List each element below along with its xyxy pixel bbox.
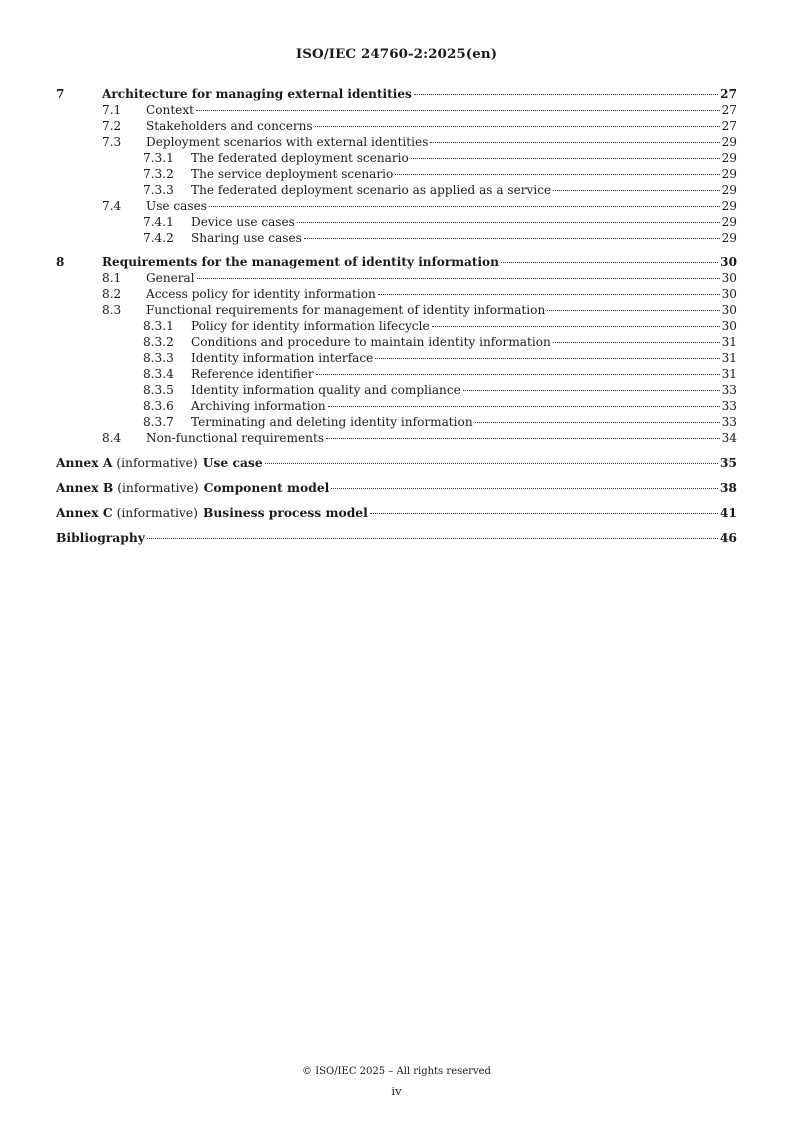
toc-entry-number: 7.3 bbox=[102, 135, 122, 149]
toc-entry-page: 38 bbox=[719, 480, 737, 495]
dot-leader bbox=[331, 488, 718, 489]
toc-entry-8-3-2[interactable] bbox=[56, 334, 737, 350]
toc-entry-title: Sharing use cases bbox=[191, 231, 302, 245]
toc-entry-8-3-5[interactable] bbox=[56, 382, 737, 398]
toc-entry-page: 33 bbox=[721, 383, 737, 397]
toc-entry-number: 8.3.6 bbox=[143, 399, 174, 413]
toc-entry-page: 35 bbox=[719, 455, 737, 470]
toc-entry-page: 29 bbox=[721, 183, 737, 197]
toc-entry-7-4-2[interactable] bbox=[56, 230, 737, 246]
toc-entry-title: Archiving information bbox=[191, 399, 326, 413]
toc-entry-7-2[interactable] bbox=[56, 118, 737, 134]
dot-leader bbox=[304, 238, 720, 239]
toc-entry-number: 8.3.4 bbox=[143, 367, 174, 381]
dot-leader bbox=[315, 126, 720, 127]
annex-informative: (informative) bbox=[116, 506, 198, 520]
toc-entry-page: 27 bbox=[720, 87, 737, 101]
dot-leader bbox=[378, 294, 720, 295]
toc-entry-7-3-2[interactable] bbox=[56, 166, 737, 182]
toc-entry-page: 29 bbox=[721, 215, 737, 229]
annex-label: Annex B bbox=[56, 480, 114, 495]
dot-leader bbox=[147, 538, 718, 539]
toc-entry-page: 29 bbox=[721, 199, 737, 213]
dot-leader bbox=[326, 438, 720, 439]
dot-leader bbox=[547, 310, 719, 311]
toc-entry-number: 8.2 bbox=[102, 287, 122, 301]
toc-entry-page: 31 bbox=[721, 335, 737, 349]
toc-entry-number: 7.3.1 bbox=[143, 151, 174, 165]
toc-entry-8-3[interactable] bbox=[56, 302, 737, 318]
toc-entry-number: 8.3.1 bbox=[143, 319, 174, 333]
toc-entry-clause-8[interactable] bbox=[56, 254, 737, 270]
toc-entry-title: Device use cases bbox=[191, 215, 295, 229]
toc-entry-number: 7.4.2 bbox=[143, 231, 174, 245]
toc-entry-8-1[interactable] bbox=[56, 270, 737, 286]
toc-entry-page: 27 bbox=[721, 119, 737, 133]
toc-entry-title: Non-functional requirements bbox=[146, 431, 325, 445]
annex-title: Business process model bbox=[202, 505, 368, 520]
toc-entry-title: Use cases bbox=[146, 199, 207, 213]
annex-informative: (informative) bbox=[116, 456, 198, 470]
toc-entry-page: 30 bbox=[721, 287, 737, 301]
dot-leader bbox=[328, 406, 720, 407]
toc-entry-title: Reference identifier bbox=[191, 367, 314, 381]
toc-entry-number: 7.3.2 bbox=[143, 167, 174, 181]
toc-entry-number: 7 bbox=[56, 87, 65, 101]
dot-leader bbox=[297, 222, 720, 223]
dot-leader bbox=[265, 463, 718, 464]
toc-entry-title: Access policy for identity information bbox=[146, 287, 376, 301]
toc-entry-8-3-3[interactable] bbox=[56, 350, 737, 366]
dot-leader bbox=[375, 358, 719, 359]
annex-label: Annex A bbox=[56, 455, 113, 470]
toc-entry-7-3-1[interactable] bbox=[56, 150, 737, 166]
toc-entry-annex-c[interactable] bbox=[56, 504, 737, 521]
toc-entry-page: 31 bbox=[721, 351, 737, 365]
toc-entry-7-3[interactable] bbox=[56, 134, 737, 150]
dot-leader bbox=[463, 390, 720, 391]
toc-entry-page: 31 bbox=[721, 367, 737, 381]
toc-entry-7-4[interactable] bbox=[56, 198, 737, 214]
annex-title: Component model bbox=[203, 480, 330, 495]
dot-leader bbox=[414, 94, 718, 95]
toc-entry-page: 34 bbox=[721, 431, 737, 445]
toc-entry-number: 8.3.7 bbox=[143, 415, 174, 429]
toc-entry-title: Identity information interface bbox=[191, 351, 374, 365]
toc-entry-7-1[interactable] bbox=[56, 102, 737, 118]
toc-entry-title: Context bbox=[146, 103, 195, 117]
toc-entry-number: 8 bbox=[56, 255, 65, 269]
toc-entry-page: 30 bbox=[721, 319, 737, 333]
dot-leader bbox=[395, 174, 719, 175]
toc-entry-8-3-7[interactable] bbox=[56, 414, 737, 430]
toc-entry-title: Architecture for managing external identities bbox=[102, 87, 412, 101]
page-number: iv bbox=[391, 1084, 402, 1098]
toc-entry-page: 27 bbox=[721, 103, 737, 117]
dot-leader bbox=[501, 262, 718, 263]
copyright-notice: © ISO/IEC 2025 – All rights reserved bbox=[302, 1066, 491, 1077]
toc-entry-page: 33 bbox=[721, 415, 737, 429]
toc-entry-title: Bibliography bbox=[56, 530, 145, 545]
toc-entry-title: Stakeholders and concerns bbox=[146, 119, 313, 133]
dot-leader bbox=[209, 206, 720, 207]
toc-entry-annex-a[interactable] bbox=[56, 454, 737, 471]
toc-entry-page: 33 bbox=[721, 399, 737, 413]
dot-leader bbox=[197, 278, 720, 279]
toc-entry-clause-7[interactable] bbox=[56, 86, 737, 102]
toc-entry-bibliography[interactable] bbox=[56, 529, 737, 546]
dot-leader bbox=[553, 190, 719, 191]
toc-entry-title: The federated deployment scenario bbox=[191, 151, 409, 165]
toc-entry-page: 41 bbox=[719, 505, 737, 520]
table-of-contents bbox=[56, 86, 737, 546]
toc-entry-page: 30 bbox=[721, 303, 737, 317]
toc-entry-title: The federated deployment scenario as applied as a service bbox=[191, 183, 552, 197]
toc-entry-8-2[interactable] bbox=[56, 286, 737, 302]
toc-entry-page: 29 bbox=[721, 231, 737, 245]
toc-entry-page: 30 bbox=[720, 255, 737, 269]
toc-entry-number: 7.3.3 bbox=[143, 183, 174, 197]
annex-label: Annex C bbox=[56, 505, 113, 520]
toc-entry-7-4-1[interactable] bbox=[56, 214, 737, 230]
toc-entry-annex-b[interactable] bbox=[56, 479, 737, 496]
toc-entry-number: 8.3 bbox=[102, 303, 122, 317]
annex-title: Use case bbox=[202, 455, 263, 470]
toc-entry-page: 46 bbox=[719, 530, 737, 545]
toc-entry-title: Deployment scenarios with external identities bbox=[146, 135, 429, 149]
toc-entry-8-3-1[interactable] bbox=[56, 318, 737, 334]
toc-entry-title: Functional requirements for management of identity information bbox=[146, 303, 546, 317]
toc-entry-page: 29 bbox=[721, 167, 737, 181]
toc-entry-7-3-3[interactable] bbox=[56, 182, 737, 198]
toc-entry-page: 29 bbox=[721, 135, 737, 149]
dot-leader bbox=[553, 342, 720, 343]
toc-entry-number: 7.2 bbox=[102, 119, 122, 133]
toc-entry-number: 8.1 bbox=[102, 271, 122, 285]
toc-entry-8-3-6[interactable] bbox=[56, 398, 737, 414]
toc-entry-number: 8.3.2 bbox=[143, 335, 174, 349]
dot-leader bbox=[432, 326, 720, 327]
toc-entry-title: Conditions and procedure to maintain identity information bbox=[191, 335, 551, 349]
toc-entry-number: 7.4.1 bbox=[143, 215, 174, 229]
dot-leader bbox=[411, 158, 720, 159]
dot-leader bbox=[316, 374, 720, 375]
toc-entry-number: 7.1 bbox=[102, 103, 122, 117]
document-header: ISO/IEC 24760-2:2025(en) bbox=[295, 46, 498, 62]
annex-informative: (informative) bbox=[117, 481, 199, 495]
toc-entry-page: 30 bbox=[721, 271, 737, 285]
dot-leader bbox=[430, 142, 719, 143]
toc-entry-number: 7.4 bbox=[102, 199, 122, 213]
toc-entry-title: General bbox=[146, 271, 195, 285]
toc-entry-title: The service deployment scenario bbox=[191, 167, 394, 181]
toc-entry-number: 8.3.5 bbox=[143, 383, 174, 397]
dot-leader bbox=[196, 110, 720, 111]
toc-entry-8-4[interactable] bbox=[56, 430, 737, 446]
toc-entry-number: 8.3.3 bbox=[143, 351, 174, 365]
toc-entry-8-3-4[interactable] bbox=[56, 366, 737, 382]
toc-entry-title: Terminating and deleting identity information bbox=[191, 415, 473, 429]
dot-leader bbox=[370, 513, 718, 514]
toc-entry-page: 29 bbox=[721, 151, 737, 165]
toc-entry-title: Requirements for the management of identity information bbox=[102, 255, 499, 269]
toc-entry-number: 8.4 bbox=[102, 431, 122, 445]
dot-leader bbox=[475, 422, 720, 423]
toc-entry-title: Identity information quality and compliance bbox=[191, 383, 461, 397]
toc-entry-title: Policy for identity information lifecycle bbox=[191, 319, 430, 333]
